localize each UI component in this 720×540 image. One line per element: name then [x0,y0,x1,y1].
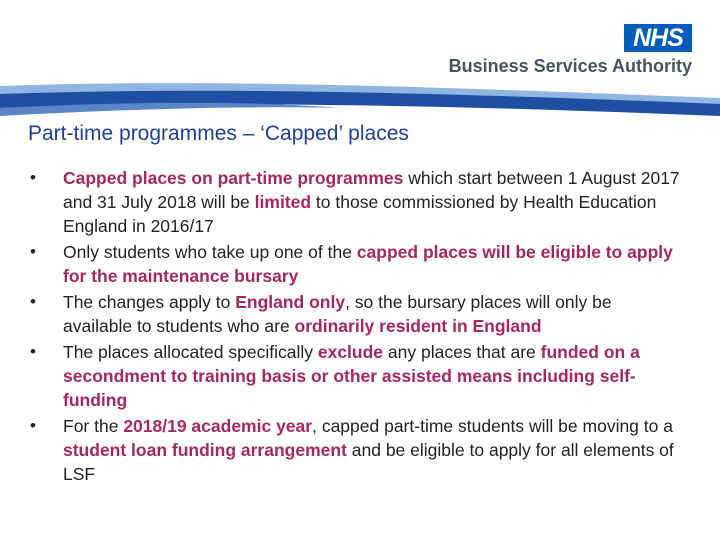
highlighted-text: limited [254,192,312,212]
body-text: The changes apply to [63,292,236,312]
bullet-item [0,414,720,486]
bullet-text [63,240,685,288]
highlighted-text: 2018/19 academic year [123,416,313,436]
body-text: The places allocated specifically [63,342,318,362]
body-text: which start between 1 August 2017 and 31 July 2018 will be [63,168,680,212]
highlighted-text: Capped places on part-time programmes [63,168,404,188]
highlighted-text: student loan funding arrangement [63,440,347,460]
bullet-item [0,240,720,288]
highlighted-text: funded on a secondment to training basis or other assisted means including self-funding [63,342,640,410]
bullet-marker: • [30,242,36,261]
bullet-item [0,340,720,412]
bullet-marker: • [30,168,36,187]
highlighted-text: ordinarily resident in England [294,316,542,336]
highlighted-text: capped places will be eligible to apply for the maintenance bursary [63,242,673,286]
bullet-marker: • [30,292,36,311]
bullet-text [63,290,685,338]
bullet-list [0,166,720,488]
highlighted-text: exclude [317,342,384,362]
body-text: Only students who take up one of the [63,242,357,262]
bullet-item [0,166,720,238]
bullet-text [63,340,685,412]
bullet-text [63,166,685,238]
bullet-item [0,290,720,338]
org-name: Business Services Authority [448,56,692,76]
body-text: to those commissioned by Health Education England in 2016/17 [63,192,657,236]
body-text: For the [63,416,124,436]
bullet-marker: • [30,342,36,361]
slide-title: Part-time programmes – ‘Capped’ places [28,122,409,145]
bullet-marker: • [30,416,36,435]
nhs-logo: NHS [624,24,692,52]
bullet-text [63,414,685,486]
body-text: , so the bursary places will only be available to students who are [63,292,612,336]
highlighted-text: England only [235,292,346,312]
body-text: any places that are [383,342,541,362]
body-text: , capped part-time students will be moving to a [312,416,673,436]
header-swoosh [0,82,720,126]
body-text: and be eligible to apply for all elements of LSF [63,440,674,484]
